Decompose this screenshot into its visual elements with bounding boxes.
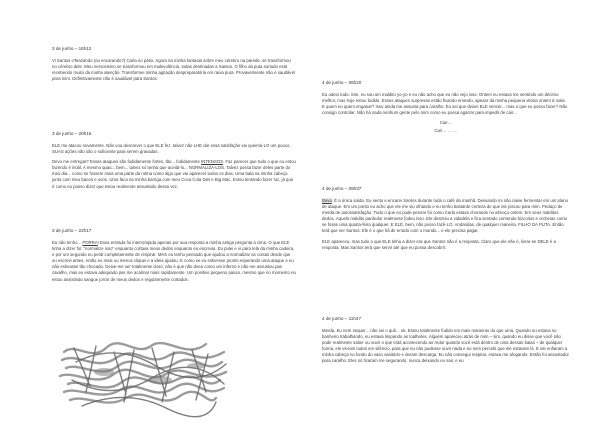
diary-entry <box>52 46 296 86</box>
entry-text: Cair… <box>439 120 453 126</box>
emphasis-word: INTENSOS <box>201 159 224 165</box>
entry-text: Vi Santos oTeazando (ou encarando?) Carla no pátio. Agora na minha fantasia sobre meu cérebro na parede, se transformou no cérebro dele. Meu nervosismo se transformou em malevolência, todas destinadas a Santos. O filho da puta sortudo está recebendo muito da minha atenção. Transformei minha agitação despreparatória em raiva pura. Provavelmente não é saudável para mim. Definitivamente não é saudável para Santos. <box>52 58 295 82</box>
entry-date: 4 de junho – 11h47 <box>322 316 361 321</box>
diary-entry <box>322 316 570 369</box>
scribble-image <box>56 322 232 422</box>
entry-text: Eu odeio tudo. Sim, eu sou um maldito yo-yo e eu não acho que eu não vejo isso. Ontem eu estava me sentindo um décimo melhor, mas hoje estou fodido. Esses ataques surpresas estão ficando errando, apesar da minha pequena vitória ontem à noite. E quem eu quero enganar? Isso ainda me assusta para caralho. Eu sei que deixei ELE vencer... mas o que eu posso fazer? Não consigo controlar. Não há nada nenhum gente pelo mim como eu possa agarrar para impedir de cair... <box>322 92 568 116</box>
entry-text: Merda. Eu nem sequer... não sei o quê... ok. Estou totalmente fodido em mais maneiras do que uma. Quando eu estava no banheiro trabalhando, eu estava limpando as toalhetes. Alguém apareceu atrás de mim – sim, quando eu disse que você não pode realmente saber ou ouvir o que está acontecendo ao redor quando você está dentro de uma dessas baias – de qualquer forma, ele vieram todos em silêncio, para que eu não pudesse ouvir nada e eu nem percebi que ele estavam lá. E ele enfiaram a minha cabeça no fundo do vaso sanitário e deram descarga. Eu não consegui respirar, estava me afogando. Então foi assustador para caralho. Eles só ficaram me segurando, nunca deixando eu sair, e eu <box>322 328 569 364</box>
diary-entry <box>322 80 570 139</box>
entry-text <box>52 240 296 283</box>
emphasis-word: PORRA <box>82 240 98 245</box>
diary-entry <box>322 186 570 255</box>
entry-date: 4 de junho – 06h20 <box>322 80 362 85</box>
entry-date: 4 de junho – 09h37 <box>322 186 362 191</box>
text-run: . É a única saída. Eu sento e encarei Santos durante toda o café da manhã. Desvando mi não naive fermentar em um plano de ataque. Em um ponto eu acho que ele me viu olhando e eu tenho bastante certeza de que ele piscou para mim. Pedaço de merda de autossatisfação. Tudo o que eu pude pensar foi como Carla estava chorando no almoço ontem. Em seus malditos dedos. Aquele maldito pardedor realmente fodeu isso. Ele destruiu a vidadela e fica sentado comendo bizcoitos e orcheias como se fosse uma quarta-feira qualquer. E ELE, bem, não posso fazê-LO. Andaridas, de qualquer maneira. FILHO DA PUTA. Então terá que ser Santos. Ele é o que há de errado com o mundo... e ele precisa pagar. <box>322 198 569 234</box>
text-run: ! Essa entrada foi interrompida apenas por sua resposta a minha antiga pergunta a cima. O que ELE tinha a dizer foi: "normalize isso" enquanto cortava meus dedos enquanto eu escrevia. Eu pulei e vi para tela da minha cadeira, e por um segundo eu perdi completamente de respirar. MAS eu tenho pensado que ajudou a normalizar as coisas desde que eu escrevi antes, então eu mais ou menos cliquei e a ideia ajudou. E como se eu estivesse pronto esperando uma ataque e eu não estivasse tão chocado. Deixe-me ser totalmente claro, não é que não doeu como um inferno e não me assustou pas cavalho, mas eu estava adequado pas me acalmar mais rapidamente. Um positivo pequeno passo, mesmo que no momento eu estou assistindo sangue jorrar de meus dedos e regularmente cortados. <box>52 240 296 282</box>
entry-date: 3 de junho – 22h17 <box>52 228 92 233</box>
text-run: Eu não tenho... <box>52 240 83 245</box>
entry-text <box>322 198 570 235</box>
entry-text: ELE apareceu, mas tudo o que ELE tinha a dizer era que Santos não é a resposta. Claro que ele não é, livrar-se DELE é a resposta. Mas Santos terá que servir até que eu possa descobrir. <box>322 238 556 250</box>
entry-text: ELE me atacou novamente. Não vou descrever o que ELE fez, talvez não LHE dar essa satisfação vai queimá-LO um pouco. SUAS ações não são o suficiente para serem gravadas. <box>52 143 291 155</box>
highlighted-word: Bava <box>322 198 332 203</box>
text-run: . Faz parecer que tudo o que eu estou fazendo é inútil. A mesmo quas... bem... talvez só tenha que aceitá-lo... NORMALIZÁ-LOS. Talvez possa fazer deles parte do meu dia... como se fossem mais uma parte da rotina como algo que vai aparecer todos os dias. Uma bala na minha cabeça junto com meu bacon e ovos. Uma faca na minha barriga com meu Coca Cola Diet e Big Mac. Estou tentando fazer luz, já que é como eu posso dizer que estou realmente assustado dessa vez. <box>52 159 296 189</box>
entry-date: 3 de junho – 20h15 <box>52 131 92 136</box>
entry-date: 3 de junho – 16h12 <box>52 46 92 51</box>
diary-entry <box>52 228 296 287</box>
text-run: Devo me entregar? Essas ataques são fodidamente fortes, tão... fodidamente <box>52 159 202 165</box>
entry-text <box>52 159 296 189</box>
diary-entry <box>52 131 296 194</box>
entry-text: Cair… … … <box>434 128 458 134</box>
